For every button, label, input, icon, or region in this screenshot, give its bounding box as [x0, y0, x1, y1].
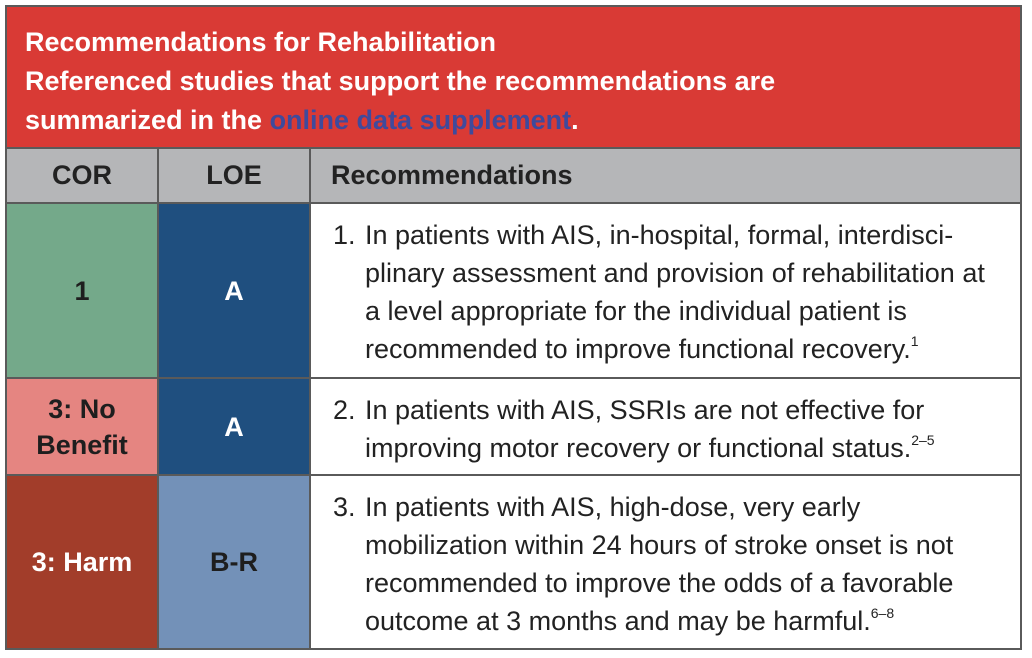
row1-loe: A [224, 275, 244, 306]
row2-reference: 2–5 [911, 432, 935, 448]
subtitle-text: summarized in the [25, 105, 270, 135]
subtitle-end: . [571, 105, 579, 135]
row1-loe-cell [159, 204, 311, 379]
row3-reference: 6–8 [870, 605, 895, 621]
table-subtitle-line1: Referenced studies that support the recommendations are [25, 66, 776, 96]
row2-cor-cell [7, 379, 159, 476]
row2-number: 2. [333, 395, 356, 425]
row1-cor: 1 [74, 275, 90, 306]
online-data-supplement-link[interactable]: online data supplement [269, 105, 572, 135]
row1-text: In patients with AIS, in-hospital, formal, interdisci-plinary assessment and provision of rehabilitation at a level appropriate for the individual patient is recommended to improve functional recovery. [365, 220, 985, 364]
row3-text: In patients with AIS, high-dose, very early mobilization within 24 hours of stroke onset is not recommended to improve the odds of a favorable outcome at 3 months and may be harmful. [365, 492, 954, 636]
table-header [7, 7, 1020, 147]
row3-cor: 3: Harm [31, 547, 133, 577]
row2-loe: A [224, 411, 244, 442]
row3-cor-cell [7, 476, 159, 648]
column-header-cor: COR [7, 147, 159, 204]
row3-loe: B-R [210, 547, 258, 577]
table-title: Recommendations for Rehabilitation [25, 27, 497, 57]
row3-recommendation [311, 476, 1020, 648]
recommendations-table [5, 5, 1022, 650]
row2-text: In patients with AIS, SSRIs are not effective for improving motor recovery or functional status. [365, 395, 925, 463]
row2-cor: 3: No Benefit [36, 393, 128, 460]
column-header-recommendations: Recommendations [311, 147, 1020, 204]
row3-loe-cell [159, 476, 311, 648]
row1-recommendation [311, 204, 1020, 379]
row1-number: 1. [333, 220, 356, 250]
row1-cor-cell [7, 204, 159, 379]
table-subtitle-line2 [25, 101, 1020, 140]
column-header-loe: LOE [159, 147, 311, 204]
row2-loe-cell [159, 379, 311, 476]
row3-number: 3. [333, 492, 356, 522]
row1-reference: 1 [910, 333, 919, 349]
row2-recommendation [311, 379, 1020, 476]
